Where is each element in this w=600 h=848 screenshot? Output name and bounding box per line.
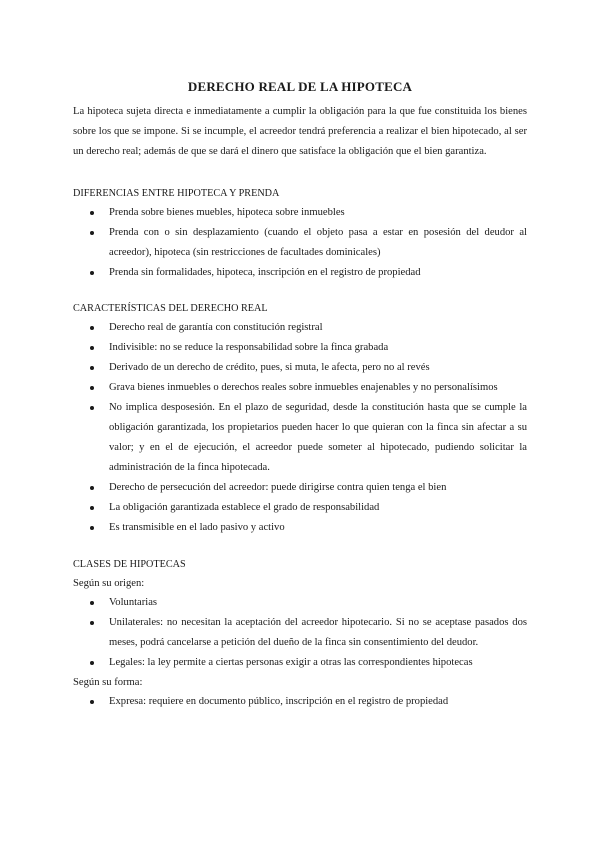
caracteristicas-list [73, 318, 527, 538]
bullet-icon [90, 526, 94, 530]
list-item: Unilaterales: no necesitan la aceptación del acreedor hipotecario. Si no se aceptase pasados dos meses, podrá cancelarse a petición del dueño de la finca sin consentimiento del deudor. [73, 613, 527, 653]
list-item: Grava bienes inmuebles o derechos reales sobre inmuebles enajenables y no personalísimos [73, 378, 527, 398]
list-item: Indivisible: no se reduce la responsabilidad sobre la finca grabada [73, 338, 527, 358]
bullet-icon [90, 271, 94, 275]
list-item: Legales: la ley permite a ciertas personas exigir a otras las correspondientes hipotecas [73, 653, 527, 673]
list-item: Es transmisible en el lado pasivo y activo [73, 518, 527, 538]
bullet-icon [90, 661, 94, 665]
list-item: Derecho real de garantía con constitución registral [73, 318, 527, 338]
list-item: Prenda sin formalidades, hipoteca, inscripción en el registro de propiedad [73, 263, 527, 283]
forma-list [73, 692, 527, 712]
subheading-forma: Según su forma: [73, 677, 143, 688]
section-heading-caracteristicas: CARACTERÍSTICAS DEL DERECHO REAL [73, 303, 268, 314]
bullet-icon [90, 386, 94, 390]
bullet-icon [90, 486, 94, 490]
section-heading-clases: CLASES DE HIPOTECAS [73, 559, 186, 570]
bullet-icon [90, 601, 94, 605]
bullet-icon [90, 231, 94, 235]
section-heading-diferencias: DIFERENCIAS ENTRE HIPOTECA Y PRENDA [73, 188, 280, 199]
diferencias-list [73, 203, 527, 283]
list-item: La obligación garantizada establece el grado de responsabilidad [73, 498, 527, 518]
bullet-icon [90, 326, 94, 330]
bullet-icon [90, 346, 94, 350]
bullet-icon [90, 366, 94, 370]
bullet-icon [90, 211, 94, 215]
bullet-icon [90, 621, 94, 625]
list-item: No implica desposesión. En el plazo de seguridad, desde la constitución hasta que se cumple la obligación garantizada, los propietarios pueden hacer lo que quieran con la finca sin afectar a su valor; y en el de ejecución, el acreedor puede someter al hipotecado, pudiendo solicitar la administración de la finca hipotecada. [73, 398, 527, 478]
intro-paragraph: La hipoteca sujeta directa e inmediatamente a cumplir la obligación para la que fue constituida los bienes sobre los que se impone. Si se incumple, el acreedor tendrá preferencia a realizar el bien hipotecado, al ser un derecho real; además de que se dará el dinero que satisface la obligación que el bien garantiza. [73, 106, 527, 157]
list-item: Prenda sobre bienes muebles, hipoteca sobre inmuebles [73, 203, 527, 223]
list-item: Derivado de un derecho de crédito, pues, si muta, le afecta, pero no al revés [73, 358, 527, 378]
list-item: Prenda con o sin desplazamiento (cuando el objeto pasa a estar en posesión del deudor al acreedor), hipoteca (sin restricciones de facultades dominicales) [73, 223, 527, 263]
list-item: Voluntarias [73, 593, 527, 613]
bullet-icon [90, 700, 94, 704]
subheading-origen: Según su origen: [73, 578, 145, 589]
origen-list [73, 593, 527, 673]
list-item: Expresa: requiere en documento público, inscripción en el registro de propiedad [73, 692, 527, 712]
page-title: DERECHO REAL DE LA HIPOTECA [187, 79, 413, 94]
list-item: Derecho de persecución del acreedor: puede dirigirse contra quien tenga el bien [73, 478, 527, 498]
bullet-icon [90, 406, 94, 410]
bullet-icon [90, 506, 94, 510]
